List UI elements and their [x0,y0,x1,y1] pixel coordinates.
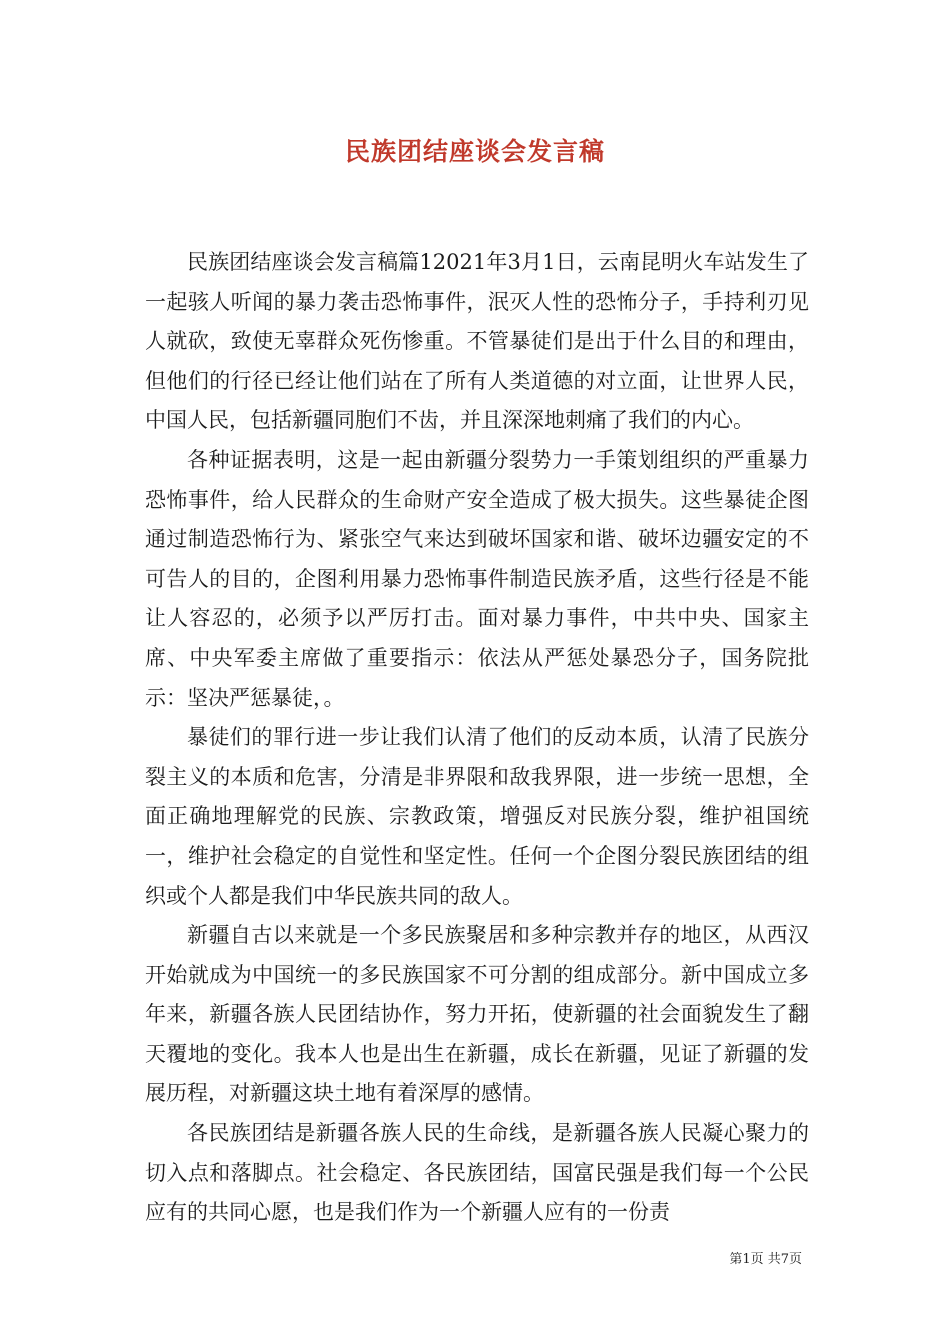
paragraph-3: 暴徒们的罪行进一步让我们认清了他们的反动本质，认清了民族分裂主义的本质和危害，分清是非界限和敌我界限，进一步统一思想，全面正确地理解党的民族、宗教政策，增强反对民族分裂，维护祖国统一，维护社会稳定的自觉性和坚定性。任何一个企图分裂民族团结的组织或个人都是我们中华民族共同的敌人。 [145,725,809,908]
paragraph-1: 民族团结座谈会发言稿篇12021年3月1日，云南昆明火车站发生了一起骇人听闻的暴力袭击恐怖事件，泯灭人性的恐怖分子，手持利刃见人就砍，致使无辜群众死伤惨重。不管暴徒们是出于什么目的和理由，但他们的行径已经让他们站在了所有人类道德的对立面，让世界人民，中国人民，包括新疆同胞们不齿，并且深深地刺痛了我们的内心。 [145,250,809,433]
page-title: 民族团结座谈会发言稿 [344,137,605,166]
paragraph-4: 新疆自古以来就是一个多民族聚居和多种宗教并存的地区，从西汉开始就成为中国统一的多民族国家不可分割的组成部分。新中国成立多年来，新疆各族人民团结协作，努力开拓，使新疆的社会面貌发生了翻天覆地的变化。我本人也是出生在新疆，成长在新疆，见证了新疆的发展历程，对新疆这块土地有着深厚的感情。 [145,923,809,1106]
paragraph-2: 各种证据表明，这是一起由新疆分裂势力一手策划组织的严重暴力恐怖事件，给人民群众的生命财产安全造成了极大损失。这些暴徒企图通过制造恐怖行为、紧张空气来达到破坏国家和谐、破坏边疆安定的不可告人的目的，企图利用暴力恐怖事件制造民族矛盾，这些行径是不能让人容忍的，必须予以严厉打击。面对暴力事件，中共中央、国家主席、中央军委主席做了重要指示：依法从严惩处暴恐分子，国务院批示：坚决严惩暴徒，。 [145,447,809,710]
page-number-footer: 第1页 共7页 [729,1252,802,1267]
document-body [145,243,809,1233]
paragraph-5: 各民族团结是新疆各族人民的生命线，是新疆各族人民凝心聚力的切入点和落脚点。社会稳定、各民族团结，国富民强是我们每一个公民应有的共同心愿，也是我们作为一个新疆人应有的一份责 [145,1121,809,1225]
